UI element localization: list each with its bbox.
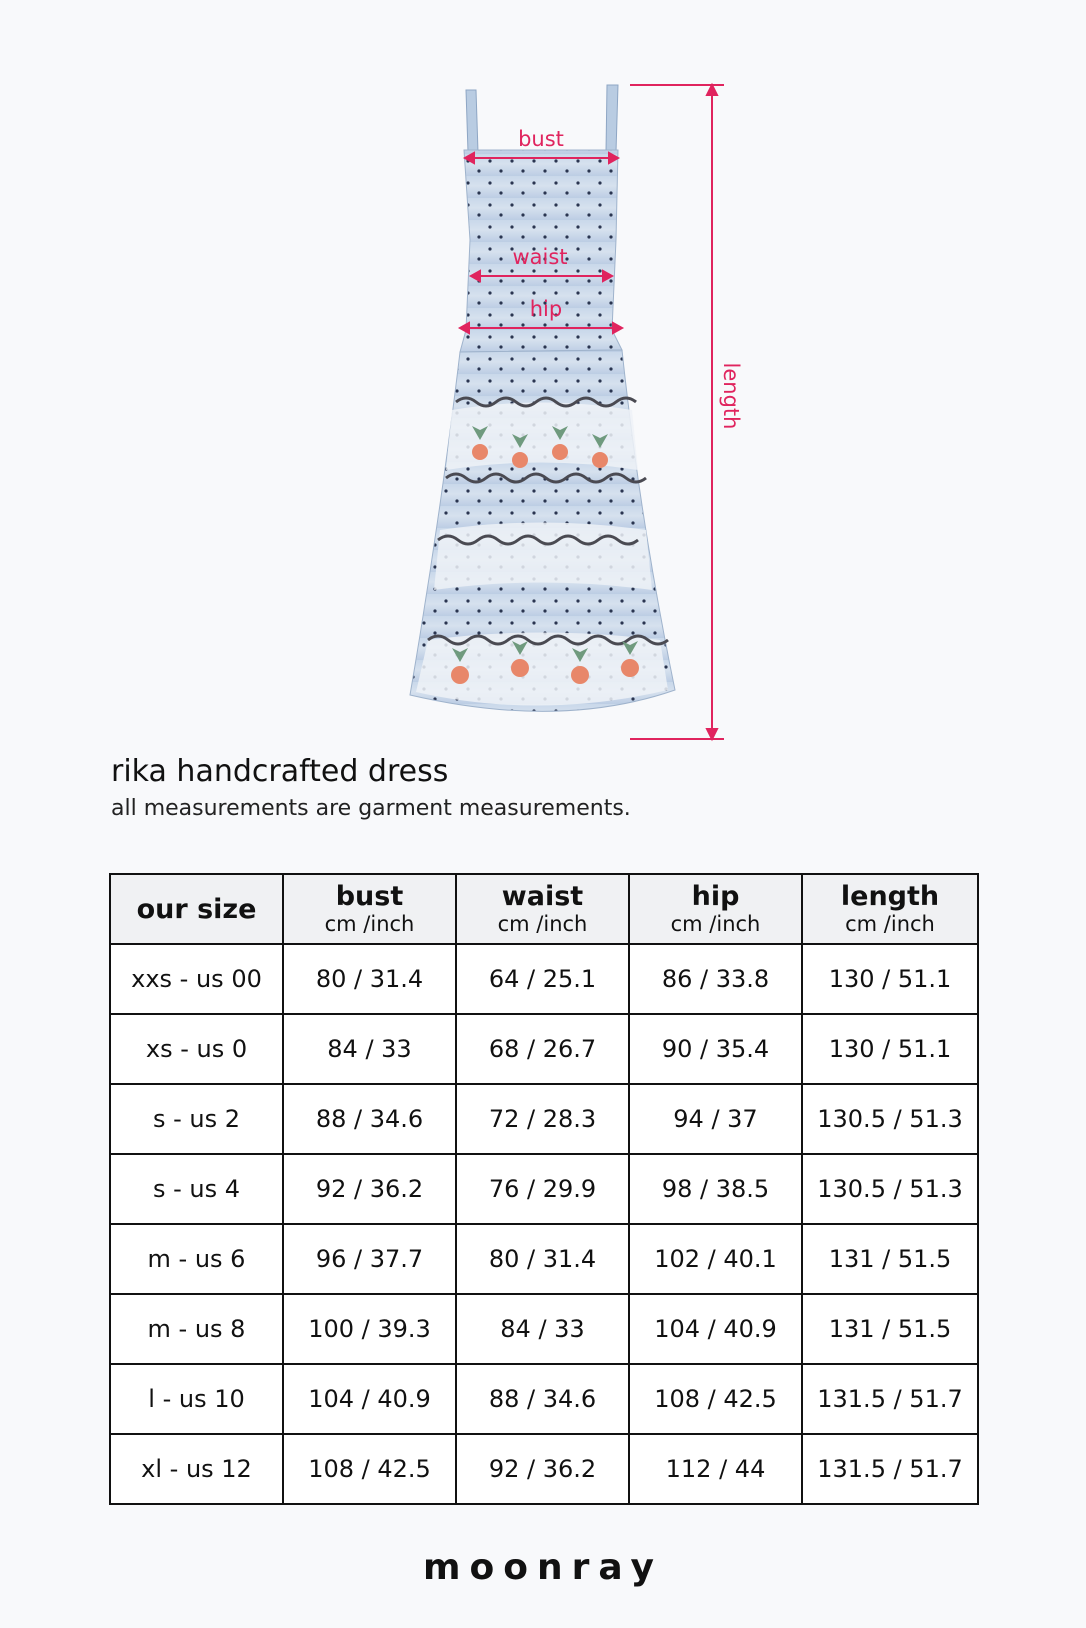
header-label: our size	[136, 893, 257, 925]
cell-waist: 68 / 26.7	[456, 1014, 629, 1084]
cell-waist: 84 / 33	[456, 1294, 629, 1364]
cell-size: s - us 2	[110, 1084, 283, 1154]
header-hip	[629, 874, 802, 944]
header-waist	[456, 874, 629, 944]
cell-waist: 76 / 29.9	[456, 1154, 629, 1224]
length-label: length	[719, 362, 743, 430]
cell-size: l - us 10	[110, 1364, 283, 1434]
cell-size: xs - us 0	[110, 1014, 283, 1084]
cell-waist: 72 / 28.3	[456, 1084, 629, 1154]
cell-length: 130 / 51.1	[802, 944, 978, 1014]
cell-bust: 96 / 37.7	[283, 1224, 456, 1294]
table-row	[110, 1224, 978, 1294]
cell-length: 130.5 / 51.3	[802, 1084, 978, 1154]
cell-bust: 100 / 39.3	[283, 1294, 456, 1364]
dress-figure	[0, 0, 1086, 760]
cell-hip: 94 / 37	[629, 1084, 802, 1154]
cell-length: 131.5 / 51.7	[802, 1364, 978, 1434]
cell-length: 130 / 51.1	[802, 1014, 978, 1084]
cell-bust: 80 / 31.4	[283, 944, 456, 1014]
cell-waist: 88 / 34.6	[456, 1364, 629, 1434]
table-row	[110, 1434, 978, 1504]
header-label: waist	[501, 881, 584, 912]
cell-bust: 104 / 40.9	[283, 1364, 456, 1434]
cell-size: m - us 6	[110, 1224, 283, 1294]
cell-size: xl - us 12	[110, 1434, 283, 1504]
cell-size: s - us 4	[110, 1154, 283, 1224]
header-length	[802, 874, 978, 944]
size-chart-table	[109, 873, 979, 1505]
table-row	[110, 1364, 978, 1434]
cell-length: 131.5 / 51.7	[802, 1434, 978, 1504]
brand-logo: moonray	[422, 1547, 663, 1588]
cell-waist: 80 / 31.4	[456, 1224, 629, 1294]
header-unit: cm /inch	[324, 912, 415, 936]
cell-hip: 86 / 33.8	[629, 944, 802, 1014]
cell-bust: 108 / 42.5	[283, 1434, 456, 1504]
cell-waist: 64 / 25.1	[456, 944, 629, 1014]
header-label: bust	[335, 881, 404, 912]
cell-bust: 84 / 33	[283, 1014, 456, 1084]
bust-label: bust	[518, 127, 564, 151]
header-label: length	[840, 881, 940, 912]
header-label: hip	[691, 881, 740, 912]
cell-waist: 92 / 36.2	[456, 1434, 629, 1504]
cell-hip: 98 / 38.5	[629, 1154, 802, 1224]
table-header-row	[110, 874, 978, 944]
cell-hip: 112 / 44	[629, 1434, 802, 1504]
header-unit: cm /inch	[497, 912, 588, 936]
cell-length: 131 / 51.5	[802, 1224, 978, 1294]
product-subtitle: all measurements are garment measurements.	[111, 796, 631, 821]
cell-size: xxs - us 00	[110, 944, 283, 1014]
cell-size: m - us 8	[110, 1294, 283, 1364]
header-unit: cm /inch	[670, 912, 761, 936]
header-bust	[283, 874, 456, 944]
cell-bust: 88 / 34.6	[283, 1084, 456, 1154]
cell-hip: 104 / 40.9	[629, 1294, 802, 1364]
table-row	[110, 1014, 978, 1084]
cell-bust: 92 / 36.2	[283, 1154, 456, 1224]
dress-illustration	[0, 0, 1086, 760]
cell-length: 130.5 / 51.3	[802, 1154, 978, 1224]
cell-hip: 108 / 42.5	[629, 1364, 802, 1434]
cell-hip: 102 / 40.1	[629, 1224, 802, 1294]
cell-length: 131 / 51.5	[802, 1294, 978, 1364]
product-title: rika handcrafted dress	[111, 754, 449, 789]
cell-hip: 90 / 35.4	[629, 1014, 802, 1084]
header-unit: cm /inch	[845, 912, 935, 936]
table-row	[110, 1084, 978, 1154]
waist-label: waist	[512, 245, 568, 269]
table-row	[110, 944, 978, 1014]
hip-label: hip	[529, 297, 563, 321]
header-our-size	[110, 874, 283, 944]
table-row	[110, 1294, 978, 1364]
table-row	[110, 1154, 978, 1224]
